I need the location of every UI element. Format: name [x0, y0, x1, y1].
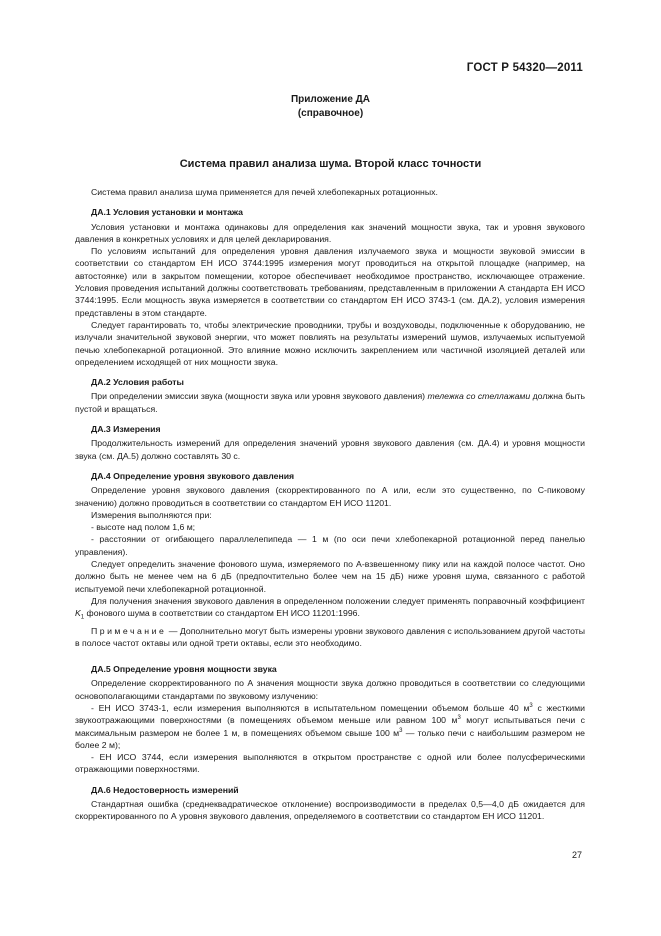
section-heading-da3: ДА.3 Измерения — [91, 424, 161, 435]
document-title: Система правил анализа шума. Второй класс точности — [179, 158, 482, 170]
da1-paragraph-3: Следует гарантировать то, чтобы электрические проводники, трубы и воздуховоды, подключенные к оборудованию, не излучали значительной звуковой энергии, что может повлиять на результаты измерений шумов, излучаемых испытуемой печью хлебопекарной ротационной. Это влияние можно исключить закреплением или частичной изоляцией деталей или определением исходящей от них мощности звука. — [75, 319, 585, 367]
section-heading-da2: ДА.2 Условия работы — [91, 377, 184, 388]
page-number: 27 — [571, 850, 582, 860]
da1-paragraph-1: Условия установки и монтажа одинаковы для определения как значений мощности звука, так и уровня звукового давления в конкретных условиях и для целей декларирования. — [75, 221, 585, 244]
note-label: Примечание — [91, 625, 167, 636]
section-heading-da4: ДА.4 Определение уровня звукового давления — [91, 470, 295, 481]
document-body — [75, 186, 585, 823]
da4-paragraph-2: Измерения выполняются при: — [91, 509, 212, 520]
da4-paragraph-3: Следует определить значение фонового шума, измеряемого по А-взвешенному пику или на каждой полосе частот. Оно должно быть не менее чем на 6 дБ (предпочтительно более чем на 15 дБ) ниже уровня шума, связанного с работой испытуемой печи хлебопекарной ротационной. — [75, 559, 585, 594]
da1-paragraph-2: По условиям испытаний для определения уровня давления излучаемого звука и мощности звуковой эмиссии в соответствии со стандартом ЕН ИСО 3744:1995 измерения могут проводиться на открытой площадке (например, на автостоянке) или в закрытом помещении, которое обеспечивает необходимое пространство, исключающее отражение. Условия проведения испытаний должны соответствовать требованиям, представленным в приложении А стандарта ЕН ИСО 3744:1995. Если мощность звука измеряется в соответствии со стандартом ЕН ИСО 3743-1 (см. ДА.2), условия измерения представлены в этом стандарте. — [75, 246, 585, 318]
da6-paragraph-1: Стандартная ошибка (среднеквадратическое отклонение) воспроизводимости в пределах 0,5—4,0 дБ ожидается для скорректированного по А уровня звукового давления, определяемого в соответствии со стандартом ЕН ИСО 11201. — [75, 799, 585, 822]
da4-p4-text-a: Для получения значения звукового давления в определенном положении следует применять поправочный коэффициент — [91, 595, 585, 606]
cubic-superscript: 3 — [399, 727, 403, 734]
da3-paragraph-1: Продолжительность измерений для определения значений уровня звукового давления (см. ДА.4) и уровня мощности звука (см. ДА.5) должно составлять 30 с. — [75, 438, 585, 461]
appendix-label — [0, 93, 661, 121]
da2-text-a: При определении эмиссии звука (мощности звука или уровня звукового давления) — [91, 391, 428, 402]
da5-list-item-1 — [75, 702, 585, 751]
da5-paragraph-1: Определение скорректированного по А значения мощности звука должно проводиться в соответствии со следующими основополагающими стандартами по звуковому излучению: — [75, 678, 585, 701]
da4-p4-text-b: фонового шума в соответствии со стандартом ЕН ИСО 11201:1996. — [84, 608, 360, 619]
correction-factor-symbol: K — [75, 608, 81, 619]
note-text: — Дополнительно могут быть измерены уровни звукового давления с использованием другой частоты в полосе частот октавы или одной трети октавы, если это необходимо. — [75, 625, 585, 648]
appendix-title: Приложение ДА — [290, 94, 371, 105]
da4-list-item-2: - расстоянии от огибающего параллелепипеда — 1 м (по оси печи хлебопекарной ротационной перед панелью управления). — [75, 534, 585, 557]
da5-li1-text-a: - ЕН ИСО 3743-1, если измерения выполняются в испытательном помещении объемом больше 40 м — [91, 702, 530, 713]
appendix-subtitle: (справочное) — [297, 108, 364, 119]
da2-text-b: должна быть пустой и вращаться. — [75, 391, 585, 414]
section-heading-da1: ДА.1 Условия установки и монтажа — [91, 207, 244, 218]
section-heading-da5: ДА.5 Определение уровня мощности звука — [91, 664, 277, 675]
standard-number-header: ГОСТ Р 54320—2011 — [466, 62, 583, 74]
da5-list-item-2: - ЕН ИСО 3744, если измерения выполняются в открытом пространстве с одной или более полусферическими отражающими поверхностями. — [75, 752, 585, 775]
da5-li1-text-d: — только печи с наибольшим размером не более 2 м); — [75, 727, 585, 750]
correction-factor-subscript: 1 — [80, 614, 85, 621]
da2-paragraph-1 — [75, 390, 585, 415]
da4-note — [75, 625, 585, 650]
cubic-superscript: 3 — [457, 715, 461, 722]
da5-li1-text-c: могут испытываться печи с максимальным размером не более 1 м, в помещениях объемом свыше 100 м — [75, 715, 586, 738]
section-heading-da6: ДА.6 Недостоверность измерений — [91, 784, 239, 795]
da4-paragraph-4 — [75, 595, 585, 620]
cubic-superscript: 3 — [529, 703, 533, 710]
da5-li1-text-b: с жесткими звукоотражающими поверхностями (в помещениях объемом меньше или равном 100 м — [75, 702, 585, 726]
da4-list-item-1: - высоте над полом 1,6 м; — [91, 522, 196, 533]
da2-italic-term: тележка со стеллажами — [427, 391, 531, 402]
intro-paragraph: Система правил анализа шума применяется для печей хлебопекарных ротационных. — [91, 187, 438, 197]
da4-paragraph-1: Определение уровня звукового давления (скорректированного по А или, если это существенно, по С-пиковому значению) должно проводиться в соответствии со стандартом ЕН ИСО 11201. — [75, 485, 585, 508]
